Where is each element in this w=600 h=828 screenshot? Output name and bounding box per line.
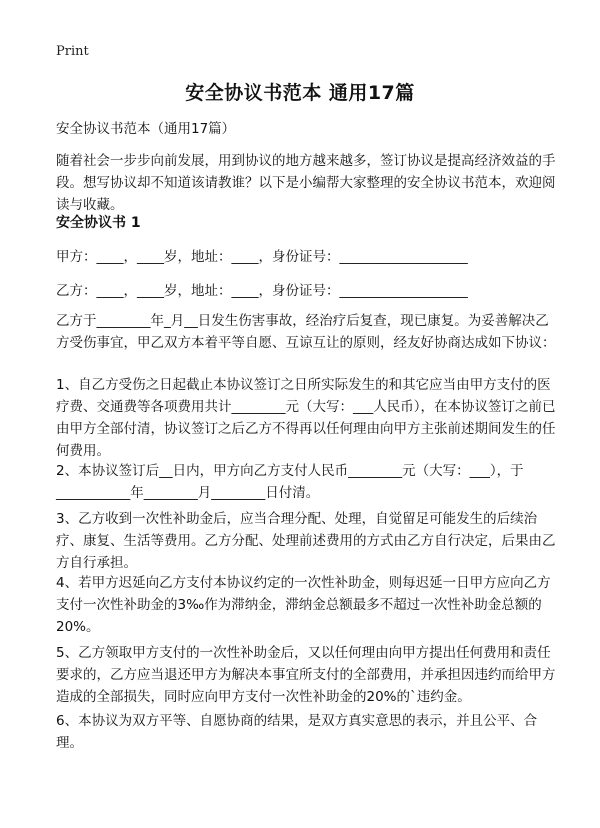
paragraph-2: 2、本协议签订后__日内，甲方向乙方支付人民币________元（大写：___），于___________年________月________日付清。 (56, 463, 524, 501)
party-b-line: 乙方：____，____岁，地址：____，身份证号：___________________ (56, 283, 468, 299)
paragraph-5: 5、乙方领取甲方支付的一次性补助金后，又以任何理由向甲方提出任何费用和责任要求的，乙方应当退还甲方为解决本事宜所支付的全部费用，并承担因违约而给甲方造成的全部损失，同时应向甲方支付一次性补助金的20%的`违约金。 (56, 645, 556, 705)
intro-paragraph: 随着社会一步步向前发展，用到协议的地方越来越多，签订协议是提高经济效益的手段。想写协议却不知道该请教谁？以下是小编帮大家整理的安全协议书范本，欢迎阅读与收藏。 (56, 153, 556, 213)
paragraph-0: 乙方于________年_月__日发生伤害事故，经治疗后复查，现已康复。为妥善解决乙方受伤事宜，甲乙双方本着平等自愿、互谅互让的原则，经友好协商达成如下协议： (56, 313, 556, 351)
paragraph-6: 6、本协议为双方平等、自愿协商的结果，是双方真实意思的表示，并且公平、合理。 (56, 713, 538, 751)
paragraph-3: 3、乙方收到一次性补助金后，应当合理分配、处理，自觉留足可能发生的后续治疗、康复、生活等费用。乙方分配、处理前述费用的方式由乙方自行决定，后果由乙方自行承担。 (56, 511, 556, 571)
party-a-line: 甲方：____，____岁，地址：____，身份证号：___________________ (56, 249, 468, 265)
section-heading: 安全协议书 1 (56, 215, 141, 231)
paragraph-4: 4、若甲方迟延向乙方支付本协议约定的一次性补助金，则每迟延一日甲方应向乙方支付一次性补助金的3‰作为滞纳金，滞纳金总额最多不超过一次性补助金总额的20%。 (56, 575, 551, 635)
page-title: 安全协议书范本 通用17篇 (185, 82, 415, 104)
paragraph-1: 1、自乙方受伤之日起截止本协议签订之日所实际发生的和其它应当由甲方支付的医疗费、交通费等各项费用共计________元（大写：___人民币），在本协议签订之前已由甲方全部付清，协议签订之后乙方不得再以任何理由向甲方主张前述期间发生的任何费用。 (56, 377, 556, 459)
subtitle: 安全协议书范本（通用17篇） (56, 121, 236, 137)
print-link[interactable]: Print (56, 44, 89, 59)
